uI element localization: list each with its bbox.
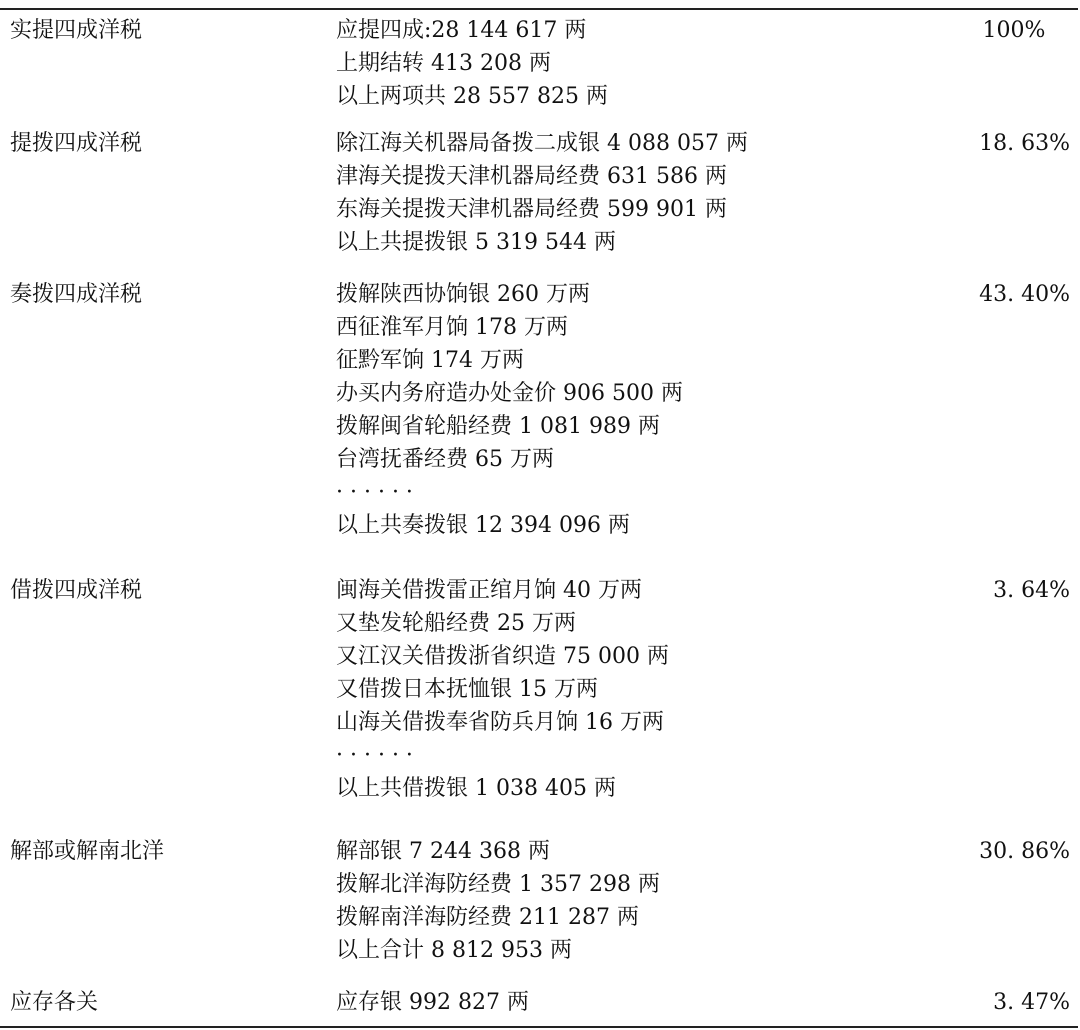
row-category: 解部或解南北洋 [10, 839, 165, 864]
row-details [336, 574, 896, 805]
row-category: 应存各关 [10, 990, 99, 1015]
detail-line: 台湾抚番经费 65 万两 [336, 447, 554, 472]
detail-line: 办买内务府造办处金价 906 500 两 [336, 381, 683, 406]
detail-line: · · · · · · [336, 743, 413, 768]
detail-line: 上期结转 413 208 两 [336, 51, 551, 76]
detail-line: 又借拨日本抚恤银 15 万两 [336, 677, 598, 702]
table-row [0, 264, 1078, 560]
row-percent: 3. 64% [993, 578, 1070, 603]
detail-line: 以上合计 8 812 953 两 [336, 938, 572, 963]
row-percent: 100% [982, 18, 1046, 43]
detail-line: 闽海关借拨雷正绾月饷 40 万两 [336, 578, 642, 603]
detail-line: 以上共提拨银 5 319 544 两 [336, 230, 616, 255]
table-row [0, 560, 1078, 821]
detail-line: 西征淮军月饷 178 万两 [336, 315, 568, 340]
table-row [0, 10, 1078, 113]
detail-line: 解部银 7 244 368 两 [336, 839, 550, 864]
detail-line: 以上共借拨银 1 038 405 两 [336, 776, 616, 801]
row-percent: 30. 86% [979, 839, 1070, 864]
detail-line: 东海关提拨天津机器局经费 599 901 两 [336, 197, 727, 222]
detail-line: 征黔军饷 174 万两 [336, 348, 524, 373]
row-details [336, 835, 896, 967]
detail-line: 拨解北洋海防经费 1 357 298 两 [336, 872, 660, 897]
detail-line: 以上两项共 28 557 825 两 [336, 84, 608, 109]
row-details [336, 14, 896, 113]
row-details [336, 278, 896, 542]
detail-line: 津海关提拨天津机器局经费 631 586 两 [336, 164, 727, 189]
row-category: 奏拨四成洋税 [10, 282, 143, 307]
row-details [336, 127, 896, 259]
row-category: 提拨四成洋税 [10, 131, 143, 156]
detail-line: 以上共奏拨银 12 394 096 两 [336, 513, 630, 538]
row-percent: 18. 63% [979, 131, 1070, 156]
table-row [0, 821, 1078, 972]
detail-line: 山海关借拨奉省防兵月饷 16 万两 [336, 710, 664, 735]
detail-line: 应提四成:28 144 617 两 [336, 18, 587, 43]
row-category: 借拨四成洋税 [10, 578, 143, 603]
row-details [336, 986, 896, 1019]
allocation-table [0, 8, 1078, 1028]
detail-line: 除江海关机器局备拨二成银 4 088 057 两 [336, 131, 748, 156]
detail-line: 拨解南洋海防经费 211 287 两 [336, 905, 639, 930]
detail-line: 又垫发轮船经费 25 万两 [336, 611, 576, 636]
detail-line: · · · · · · [336, 480, 413, 505]
row-category: 实提四成洋税 [10, 18, 143, 43]
detail-line: 又江汉关借拨浙省织造 75 000 两 [336, 644, 669, 669]
table-row [0, 113, 1078, 264]
row-percent: 43. 40% [979, 282, 1070, 307]
detail-line: 拨解陕西协饷银 260 万两 [336, 282, 590, 307]
detail-line: 拨解闽省轮船经费 1 081 989 两 [336, 414, 660, 439]
table-row [0, 972, 1078, 1026]
detail-line: 应存银 992 827 两 [336, 990, 529, 1015]
row-percent: 3. 47% [993, 990, 1070, 1015]
